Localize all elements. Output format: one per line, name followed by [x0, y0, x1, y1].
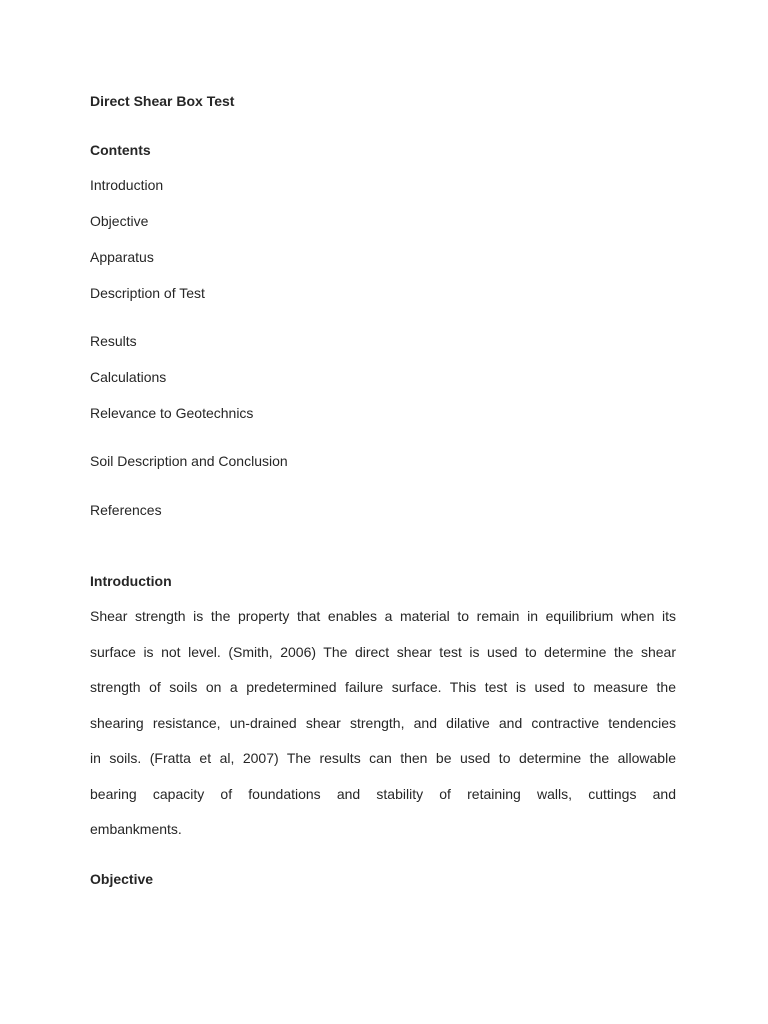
introduction-line: surface is not level. (Smith, 2006) The direct shear test is used to determine the shear: [90, 643, 676, 660]
toc-item-results: Results: [90, 333, 137, 349]
introduction-line: bearing capacity of foundations and stability of retaining walls, cuttings and: [90, 785, 676, 802]
toc-item-introduction: Introduction: [90, 177, 164, 193]
introduction-line: embankments.: [90, 821, 182, 837]
introduction-heading: Introduction: [90, 573, 172, 589]
contents-heading: Contents: [90, 142, 151, 158]
toc-item-objective: Objective: [90, 213, 149, 229]
objective-heading: Objective: [90, 871, 154, 887]
document-title: Direct Shear Box Test: [90, 93, 235, 109]
toc-item-soil-description-and-conclusion: Soil Description and Conclusion: [90, 453, 288, 469]
toc-item-description-of-test: Description of Test: [90, 285, 205, 301]
introduction-line: Shear strength is the property that enables a material to remain in equilibrium when its: [90, 608, 676, 624]
introduction-line: shearing resistance, un-drained shear strength, and dilative and contractive tendencies: [90, 714, 676, 731]
toc-item-apparatus: Apparatus: [90, 249, 154, 265]
introduction-line: in soils. (Fratta et al, 2007) The results can then be used to determine the allowable: [90, 750, 676, 766]
introduction-line: strength of soils on a predetermined failure surface. This test is used to measure the: [90, 679, 676, 695]
introduction-paragraph: [90, 599, 676, 848]
toc-item-references: References: [90, 502, 162, 518]
toc-item-relevance-to-geotechnics: Relevance to Geotechnics: [90, 405, 254, 421]
toc-item-calculations: Calculations: [90, 369, 167, 385]
